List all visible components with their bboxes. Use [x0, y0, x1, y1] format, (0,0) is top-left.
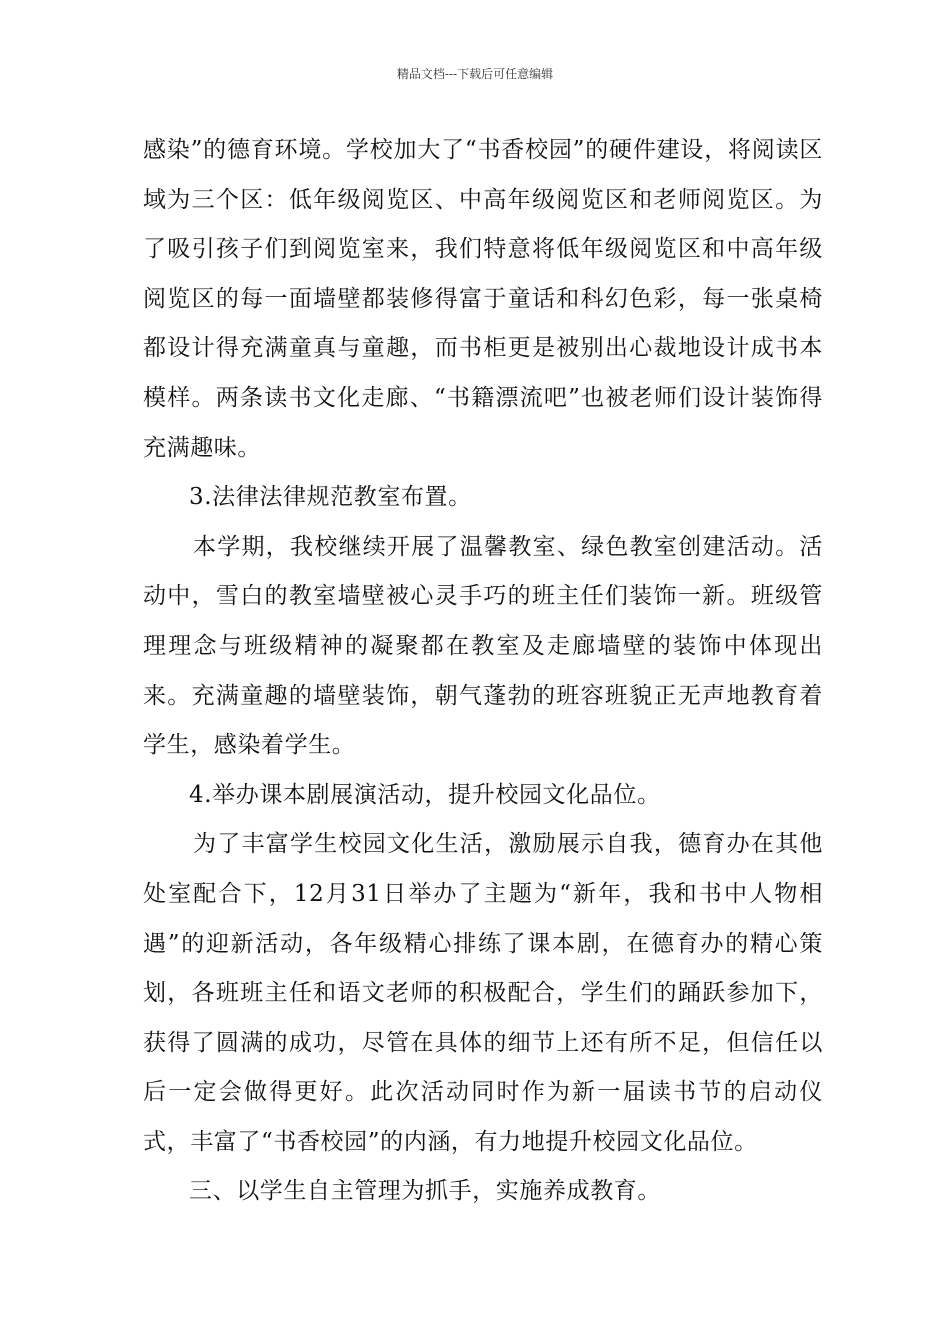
paragraph-reading-environment: 感染”的德育环境。学校加大了“书香校园”的硬件建设，将阅读区域为三个区：低年级阅览区、中高年级阅览区和老师阅览区。为了吸引孩子们到阅览室来，我们特意将低年级阅览区和中高年级阅览区的每一面墙壁都装修得富于童话和科幻色彩，每一张桌椅都设计得充满童真与童趣，而书柜更是被别出心裁地设计成书本模样。两条读书文化走廊、“书籍漂流吧”也被老师们设计装饰得充满趣味。 — [143, 137, 823, 461]
heading-classroom-layout: 3.法律法律规范教室布置。 — [189, 484, 472, 511]
page-header: 精品文档---下载后可任意编辑 — [396, 67, 554, 81]
paragraph-classroom-activity: 本学期，我校继续开展了温馨教室、绿色教室创建活动。活动中，雪白的教室墙壁被心灵手巧的班主任们装饰一新。班级管理理念与班级精神的凝聚都在教室及走廊墙壁的装饰中体现出来。充满童趣的墙壁装饰，朝气蓬勃的班容班貌正无声地教育着学生，感染着学生。 — [143, 533, 823, 759]
document-body — [143, 126, 823, 1217]
heading-textbook-drama: 4.举办课本剧展演活动，提升校园文化品位。 — [189, 781, 661, 808]
paragraph-textbook-drama: 为了丰富学生校园文化生活，激励展示自我，德育办在其他处室配合下，12月31日举办了主题为“新年，我和书中人物相遇”的迎新活动，各年级精心排练了课本剧，在德育办的精心策划，各班班主任和语文老师的积极配合，学生们的踊跃参加下，获得了圆满的成功，尽管在具体的细节上还有所不足，但信任以后一定会做得更好。此次活动同时作为新一届读书节的启动仪式，丰富了“书香校园”的内涵，有力地提升校园文化品位。 — [143, 831, 823, 1155]
section-heading-self-management: 三、以学生自主管理为抓手，实施养成教育。 — [189, 1178, 661, 1205]
